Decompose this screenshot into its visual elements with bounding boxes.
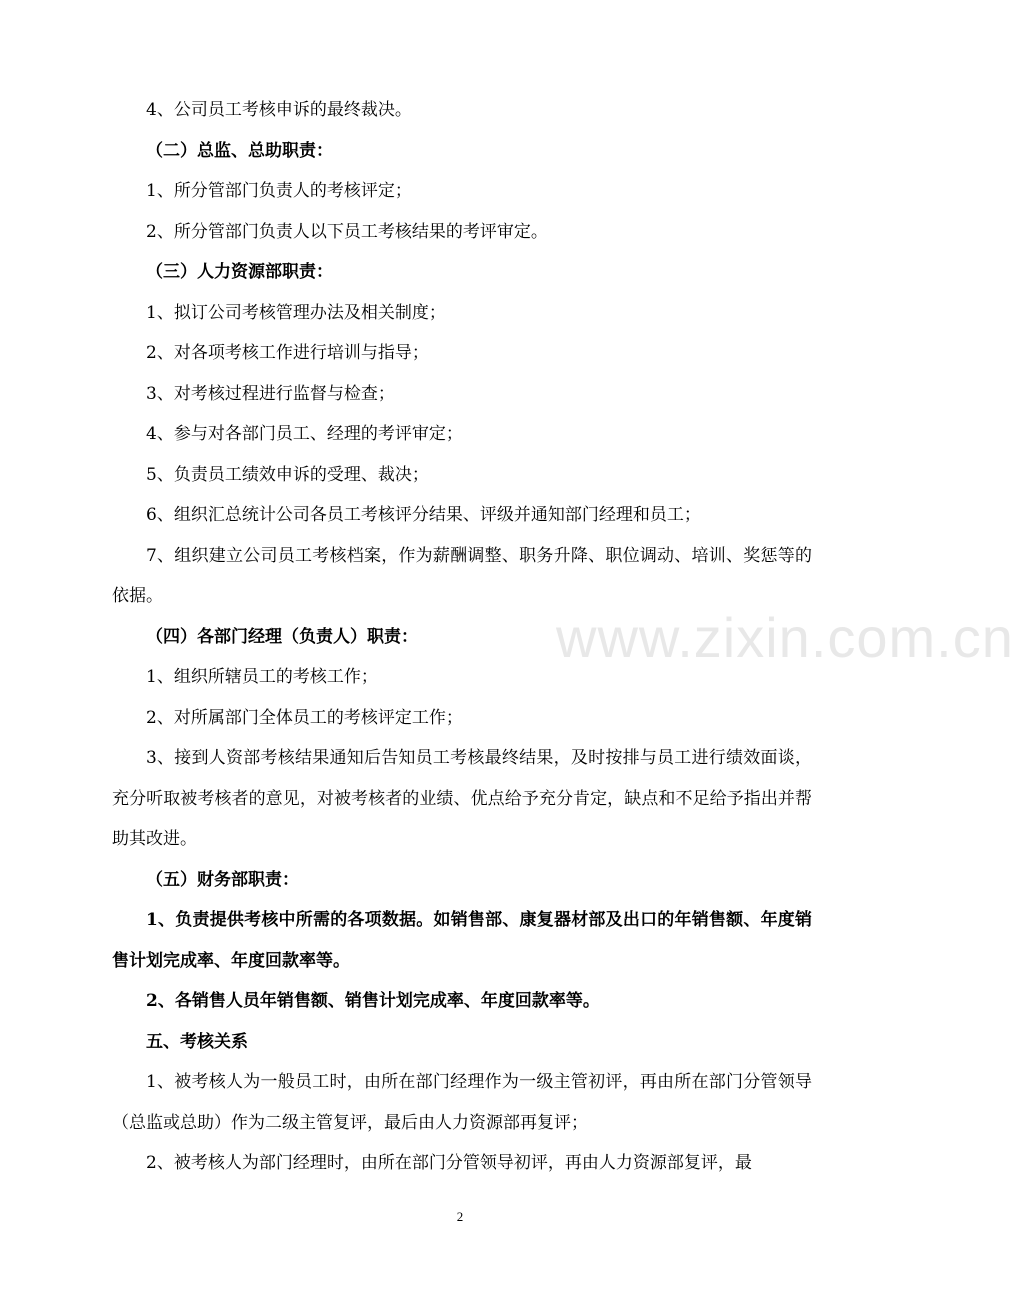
paragraph: 2、被考核人为部门经理时，由所在部门分管领导初评，再由人力资源部复评，最 [146, 1153, 752, 1173]
paragraph: 5、负责员工绩效申诉的受理、裁决； [146, 464, 429, 485]
paragraph-bold: 1、负责提供考核中所需的各项数据。如销售部、康复器材部及出口的年销售额、年度销售计划完成率、年度回款率等。 [112, 910, 812, 971]
paragraph: 4、参与对各部门员工、经理的考评审定； [146, 424, 463, 444]
section-heading: （二）总监、总助职责： [146, 140, 333, 161]
paragraph: 2、对各项考核工作进行培训与指导； [146, 343, 429, 363]
paragraph: 6、组织汇总统计公司各员工考核评分结果、评级并通知部门经理和员工； [146, 505, 701, 525]
section-heading: （五）财务部职责： [146, 869, 299, 890]
section-heading: 五、考核关系 [146, 1031, 248, 1052]
paragraph: 2、所分管部门负责人以下员工考核结果的考评审定。 [146, 221, 548, 242]
page-number: 2 [456, 1209, 464, 1224]
paragraph: 1、被考核人为一般员工时，由所在部门经理作为一级主管初评，再由所在部门分管领导（总监或总助）作为二级主管复评，最后由人力资源部再复评； [112, 1072, 812, 1133]
paragraph: 1、拟订公司考核管理办法及相关制度； [146, 302, 446, 323]
paragraph: 2、对所属部门全体员工的考核评定工作； [146, 707, 463, 728]
paragraph: 4、公司员工考核申诉的最终裁决。 [146, 100, 412, 120]
paragraph: 3、对考核过程进行监督与检查； [146, 383, 395, 404]
section-heading: （四）各部门经理（负责人）职责： [146, 626, 418, 647]
watermark: www.zixin.com.cn [556, 606, 1014, 669]
document-body [112, 90, 812, 1184]
paragraph: 1、所分管部门负责人的考核评定； [146, 181, 412, 201]
paragraph: 1、组织所辖员工的考核工作； [146, 667, 378, 687]
paragraph: 7、组织建立公司员工考核档案，作为薪酬调整、职务升降、职位调动、培训、奖惩等的依据。 [112, 545, 812, 606]
paragraph: 3、接到人资部考核结果通知后告知员工考核最终结果，及时按排与员工进行绩效面谈，充分听取被考核者的意见，对被考核者的业绩、优点给予充分肯定，缺点和不足给予指出并帮助其改进。 [112, 748, 812, 849]
paragraph-bold: 2、各销售人员年销售额、销售计划完成率、年度回款率等。 [146, 991, 600, 1011]
section-heading: （三）人力资源部职责： [146, 262, 333, 282]
